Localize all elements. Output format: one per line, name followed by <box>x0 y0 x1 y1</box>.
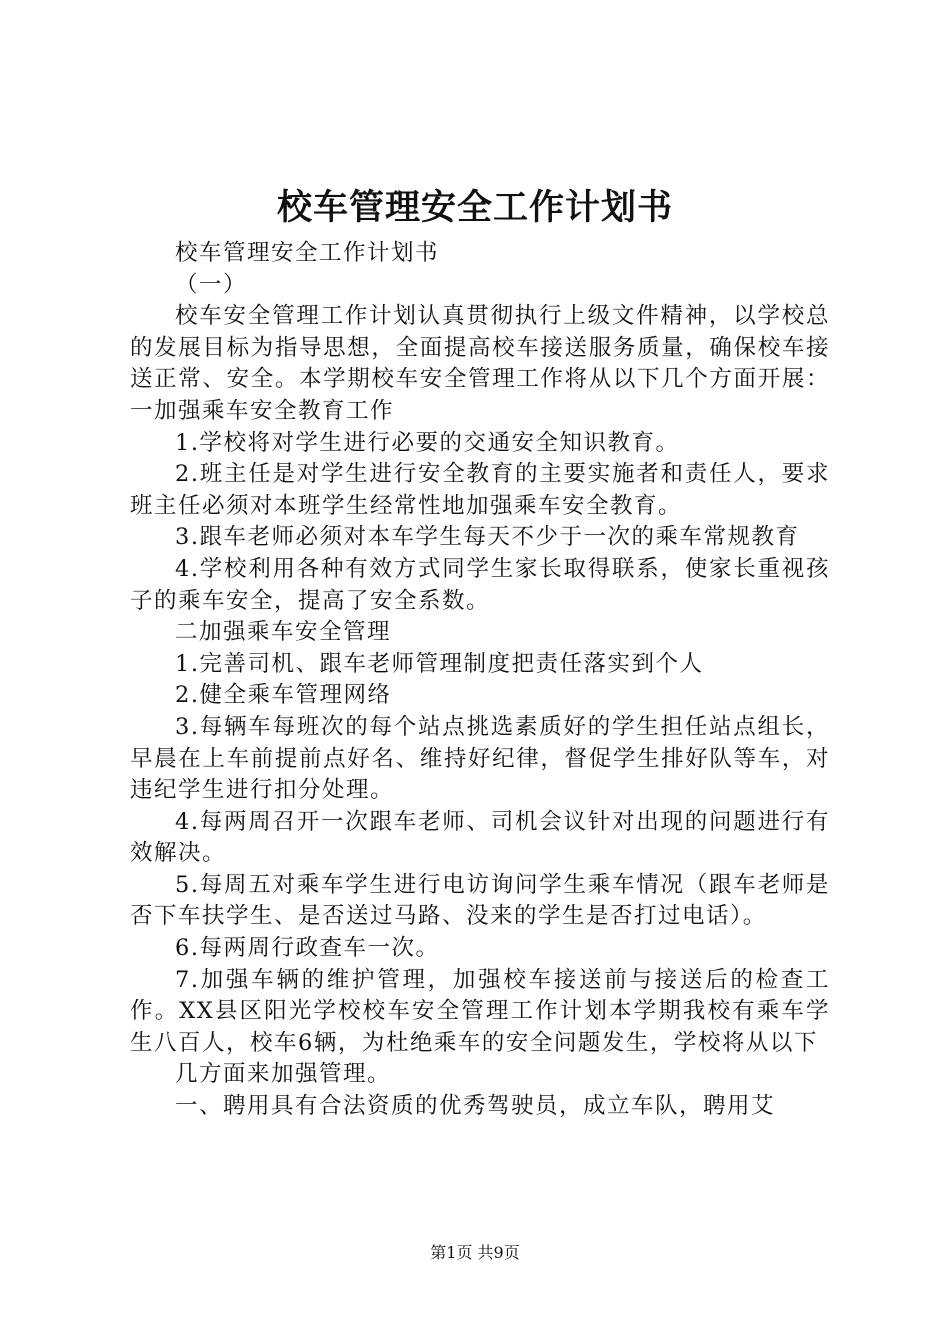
paragraph: 校车安全管理工作计划认真贯彻执行上级文件精神，以学校总的发展目标为指导思想，全面提高校车接送服务质量，确保校车接送正常、安全。本学期校车安全管理工作将从以下几个方面开展：一加强乘车安全教育工作 <box>130 303 830 424</box>
page-footer <box>0 1242 950 1264</box>
paragraph: 1.学校将对学生进行必要的交通安全知识教育。 <box>175 429 680 456</box>
document-body <box>130 238 830 1123</box>
paragraph: 几方面来加强管理。 <box>175 1061 392 1088</box>
paragraph: （一） <box>175 271 248 298</box>
document-title: 校车管理安全工作计划书 <box>276 187 673 228</box>
paragraph: 2.健全乘车管理网络 <box>175 682 392 709</box>
paragraph: 5.每周五对乘车学生进行电访询问学生乘车情况（跟车老师是否下车扶学生、是否送过马路、没来的学生是否打过电话）。 <box>130 871 830 930</box>
paragraph: 7.加强车辆的维护管理，加强校车接送前与接送后的检查工作。XX县区阳光学校校车安全管理工作计划本学期我校有乘车学生八百人，校车6辆，为杜绝乘车的安全问题发生，学校将从以下 <box>130 966 830 1056</box>
paragraph: 一、聘用具有合法资质的优秀驾驶员，成立车队，聘用艾 <box>175 1093 776 1120</box>
paragraph: 2.班主任是对学生进行安全教育的主要实施者和责任人，要求班主任必须对本班学生经常性地加强乘车安全教育。 <box>130 461 830 519</box>
paragraph: 二加强乘车安全管理 <box>175 619 392 646</box>
paragraph: 校车管理安全工作计划书 <box>175 240 440 266</box>
paragraph: 6.每两周行政查车一次。 <box>175 935 440 962</box>
paragraph: 4.每两周召开一次跟车老师、司机会议针对出现的问题进行有效解决。 <box>130 808 830 867</box>
page-indicator: 第1页 共9页 <box>430 1243 520 1262</box>
paragraph: 4.学校利用各种有效方式同学生家长取得联系，使家长重视孩子的乘车安全，提高了安全系数。 <box>130 555 830 614</box>
paragraph: 3.每辆车每班次的每个站点挑选素质好的学生担任站点组长，早晨在上车前提前点好名、维持好纪律，督促学生排好队等车，对违纪学生进行扣分处理。 <box>130 713 830 804</box>
paragraph: 1.完善司机、跟车老师管理制度把责任落实到个人 <box>175 650 704 677</box>
paragraph: 3.跟车老师必须对本车学生每天不少于一次的乘车常规教育 <box>175 524 800 551</box>
